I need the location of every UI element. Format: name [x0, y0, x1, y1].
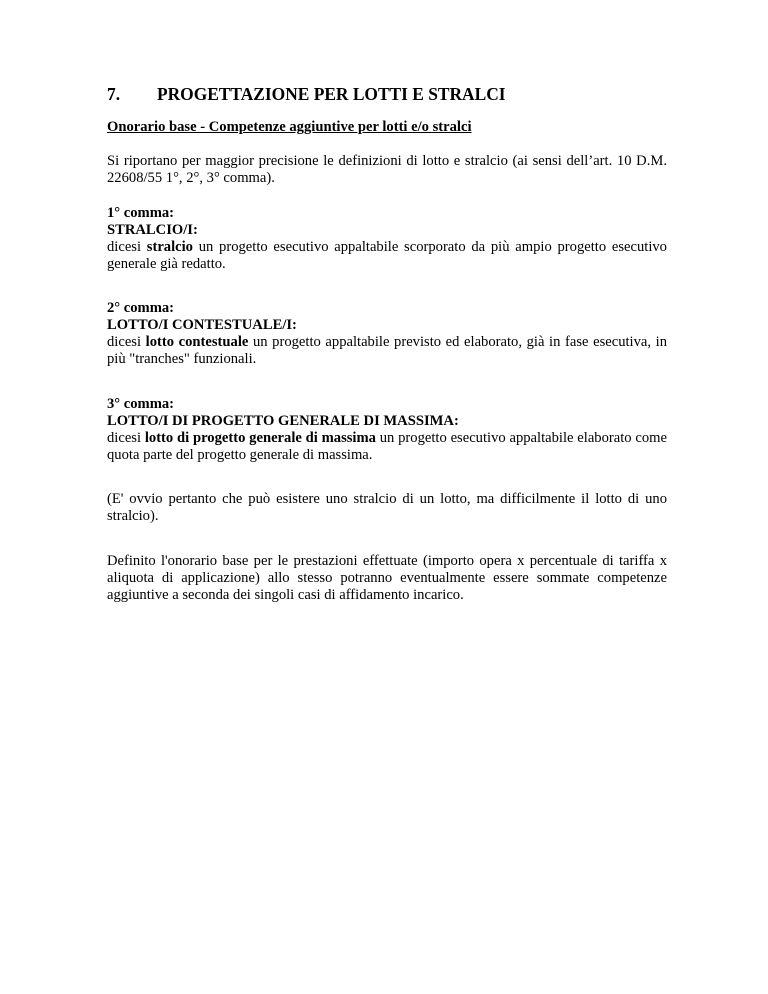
chapter-number: 7. [107, 84, 121, 104]
definition-block-2 [107, 300, 667, 368]
chapter-title: PROGETTAZIONE PER LOTTI E STRALCI [157, 84, 506, 104]
closing-text: Definito l'onorario base per le prestazioni effettuate (importo opera x percentuale di tariffa x aliquota di applicazione) allo stesso potranno eventualmente essere sommate competenze aggiuntive a seconda dei singoli casi di affidamento incarico. [107, 553, 667, 603]
closing-paragraph [107, 553, 667, 604]
intro-text: Si riportano per maggior precisione le definizioni di lotto e stralcio (ai sensi dell’art. 10 D.M. 22608/55 1°, 2°, 3° comma). [107, 153, 667, 186]
comma-label: 2° comma: [107, 300, 175, 316]
definition-heading: STRALCIO/I: [107, 222, 198, 238]
chapter-heading [107, 84, 506, 104]
definition-heading: LOTTO/I DI PROGETTO GENERALE DI MASSIMA: [107, 413, 459, 429]
note-text: (E' ovvio pertanto che può esistere uno stralcio di un lotto, ma difficilmente il lotto di uno stralcio). [107, 491, 667, 524]
definition-term: stralcio [146, 239, 193, 255]
definition-text: dicesi lotto di progetto generale di massima un progetto esecutivo appaltabile elaborato come quota parte del progetto generale di massima. [107, 430, 667, 463]
comma-label: 1° comma: [107, 205, 175, 221]
definition-block-1 [107, 205, 667, 273]
note-paragraph [107, 491, 667, 525]
definition-heading: LOTTO/I CONTESTUALE/I: [107, 317, 297, 333]
comma-label: 3° comma: [107, 396, 175, 412]
intro-paragraph [107, 153, 667, 187]
definition-text: dicesi stralcio un progetto esecutivo appaltabile scorporato da più ampio progetto esecutivo generale già redatto. [107, 239, 667, 272]
definition-block-3 [107, 396, 667, 464]
definition-term: lotto contestuale [145, 334, 249, 350]
definition-term: lotto di progetto generale di massima [144, 430, 376, 446]
definition-text: dicesi lotto contestuale un progetto appaltabile previsto ed elaborato, già in fase esecutiva, in più "tranches" funzionali. [107, 334, 667, 367]
section-subtitle: Onorario base - Competenze aggiuntive per lotti e/o stralci [107, 119, 472, 135]
